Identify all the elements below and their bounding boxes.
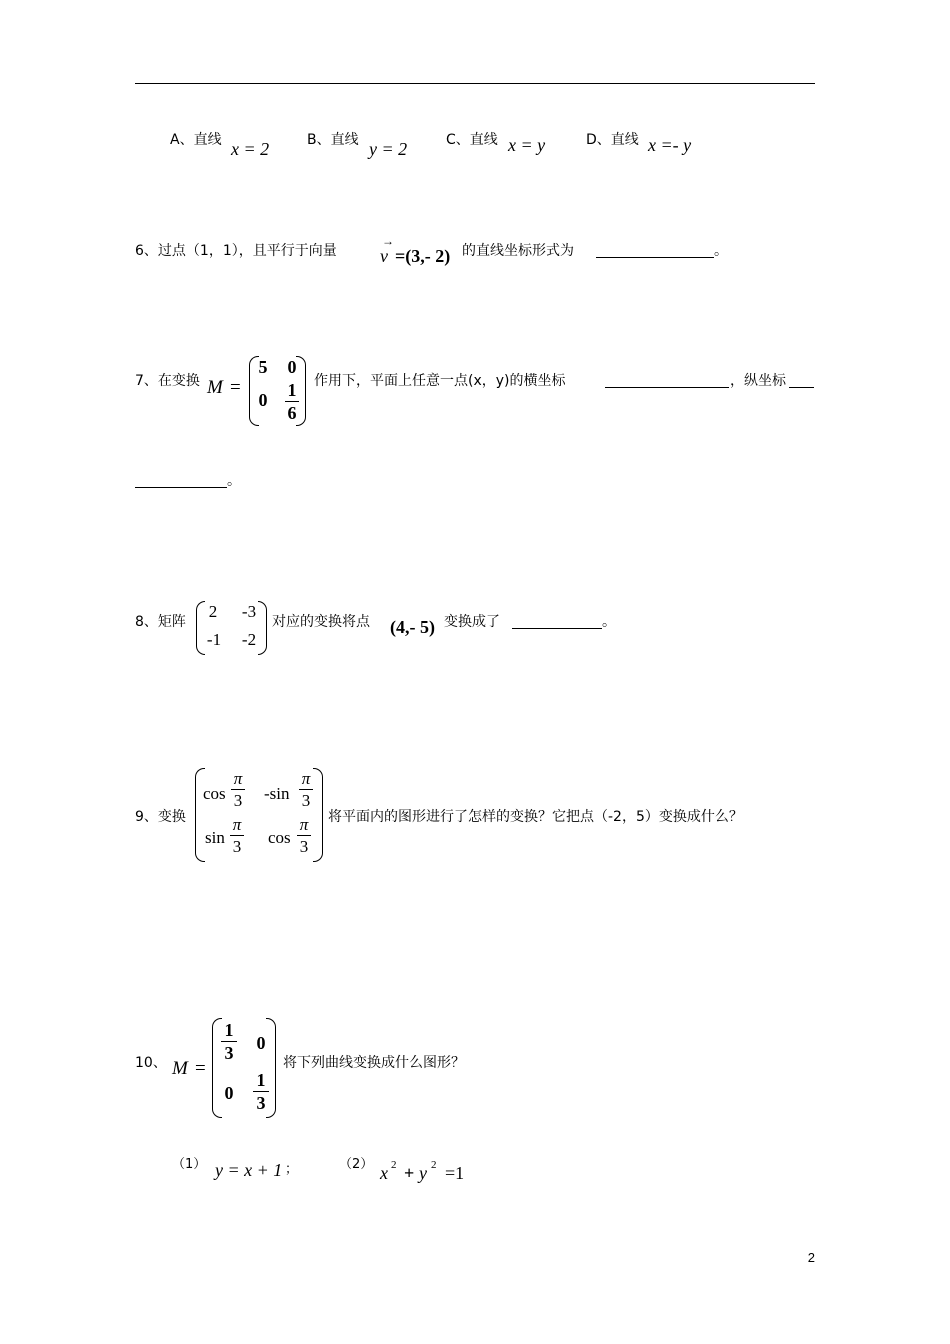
option-a-math: x = 2 (231, 139, 270, 159)
denominator: 3 (224, 1043, 234, 1063)
pi-symbol: π (233, 769, 243, 788)
q6-vector-var: v (380, 246, 388, 266)
q8-middle: 对应的变换将点 (272, 614, 370, 630)
q8-suffix: 变换成了 (444, 614, 500, 630)
fraction-bar (230, 835, 244, 836)
q9-m12-fraction (299, 770, 313, 809)
option-a-label: A、直线 (170, 132, 222, 148)
q6-prefix: 6、过点（1，1），且平行于向量 (135, 243, 337, 259)
q10-m12: 0 (256, 1033, 266, 1053)
q6-answer-blank (596, 242, 714, 258)
q9-m11-fraction (231, 770, 245, 809)
q7-end: 。 (227, 473, 241, 489)
q10-prefix: 10、 (135, 1055, 167, 1071)
header-rule (135, 83, 815, 84)
page-number: 2 (807, 1250, 815, 1265)
q10-sub1-math: y = x + 1 (215, 1160, 283, 1180)
q8-m12: -3 (241, 602, 257, 621)
q8-m22: -2 (241, 630, 257, 649)
q10-matrix-name: M (172, 1058, 188, 1079)
q7-m22-numerator: 1 (287, 380, 297, 400)
q6-end: 。 (714, 243, 728, 259)
q7-middle2: ，纵坐标 (730, 373, 786, 389)
q8-point: (4,- 5) (390, 617, 435, 637)
q9-m11-func: cos (203, 784, 226, 803)
q8-m11: 2 (208, 602, 218, 621)
q7-y-blank-end (135, 472, 227, 488)
q7-m21: 0 (258, 390, 268, 410)
q7-y-blank-start (789, 372, 814, 388)
denominator: 3 (301, 791, 311, 810)
q10-sub1-end: ； (285, 1162, 299, 1177)
q10-sub2-x: x (380, 1163, 388, 1183)
q9-m12-func: -sin (264, 784, 290, 803)
left-paren (195, 768, 205, 862)
q10-sub2-plus: + (404, 1163, 415, 1183)
q7-equals: = (230, 377, 241, 398)
q9-suffix: 将平面内的图形进行了怎样的变换？它把点（-2，5）变换成什么？ (328, 809, 743, 825)
q6-vector-value: =(3,- 2) (395, 246, 451, 266)
numerator: 1 (224, 1020, 234, 1040)
option-c-math: x = y (508, 135, 546, 155)
q8-prefix: 8、矩阵 (135, 614, 186, 630)
option-b-math: y = 2 (369, 139, 408, 159)
q9-m22-func: cos (268, 828, 291, 847)
q7-middle: 作用下，平面上任意一点(x，y)的横坐标 (314, 373, 566, 389)
denominator: 3 (232, 837, 242, 856)
q10-m21: 0 (224, 1083, 234, 1103)
denominator: 3 (233, 791, 243, 810)
denominator: 3 (299, 837, 309, 856)
pi-symbol: π (301, 769, 311, 788)
q7-m22-denominator: 6 (287, 403, 297, 423)
q7-matrix-name: M (207, 377, 223, 398)
pi-symbol: π (299, 815, 309, 834)
fraction-bar (297, 835, 311, 836)
vector-arrow-icon: → (382, 234, 394, 248)
q9-prefix: 9、变换 (135, 809, 186, 825)
q10-m11-fraction (221, 1021, 237, 1062)
q10-m22-fraction (253, 1071, 269, 1112)
q10-sub2-y-exponent: 2 (431, 1159, 437, 1171)
q10-suffix: 将下列曲线变换成什么图形？ (283, 1055, 465, 1071)
q6-suffix: 的直线坐标形式为 (462, 243, 574, 259)
q10-equals: = (195, 1058, 206, 1079)
denominator: 3 (256, 1093, 266, 1113)
q7-m11: 5 (258, 357, 268, 377)
fraction-bar (231, 789, 245, 790)
q9-m21-fraction (230, 816, 244, 855)
q7-x-blank (605, 372, 729, 388)
q10-sub2-x-exponent: 2 (391, 1159, 397, 1171)
fraction-bar (299, 789, 313, 790)
option-c-label: C、直线 (446, 132, 498, 148)
q8-answer-blank (512, 613, 602, 629)
fraction-bar (253, 1091, 269, 1092)
right-paren (313, 768, 323, 862)
fraction-bar (285, 401, 299, 402)
q7-m12: 0 (287, 357, 297, 377)
option-d-label: D、直线 (586, 132, 639, 148)
q8-end: 。 (602, 614, 616, 630)
q9-m21-func: sin (205, 828, 225, 847)
q7-m22-fraction (285, 381, 299, 422)
q10-sub1-label: （1） (172, 1157, 207, 1172)
numerator: 1 (256, 1070, 266, 1090)
q10-sub2-label: （2） (339, 1157, 374, 1172)
q10-sub2-rhs: =1 (445, 1163, 465, 1183)
pi-symbol: π (232, 815, 242, 834)
q9-m22-fraction (297, 816, 311, 855)
q7-prefix: 7、在变换 (135, 373, 200, 389)
q10-sub2-y: y (419, 1163, 427, 1183)
option-b-label: B、直线 (307, 132, 359, 148)
option-d-math: x =- y (648, 135, 692, 155)
fraction-bar (221, 1041, 237, 1042)
q8-m21: -1 (206, 630, 222, 649)
